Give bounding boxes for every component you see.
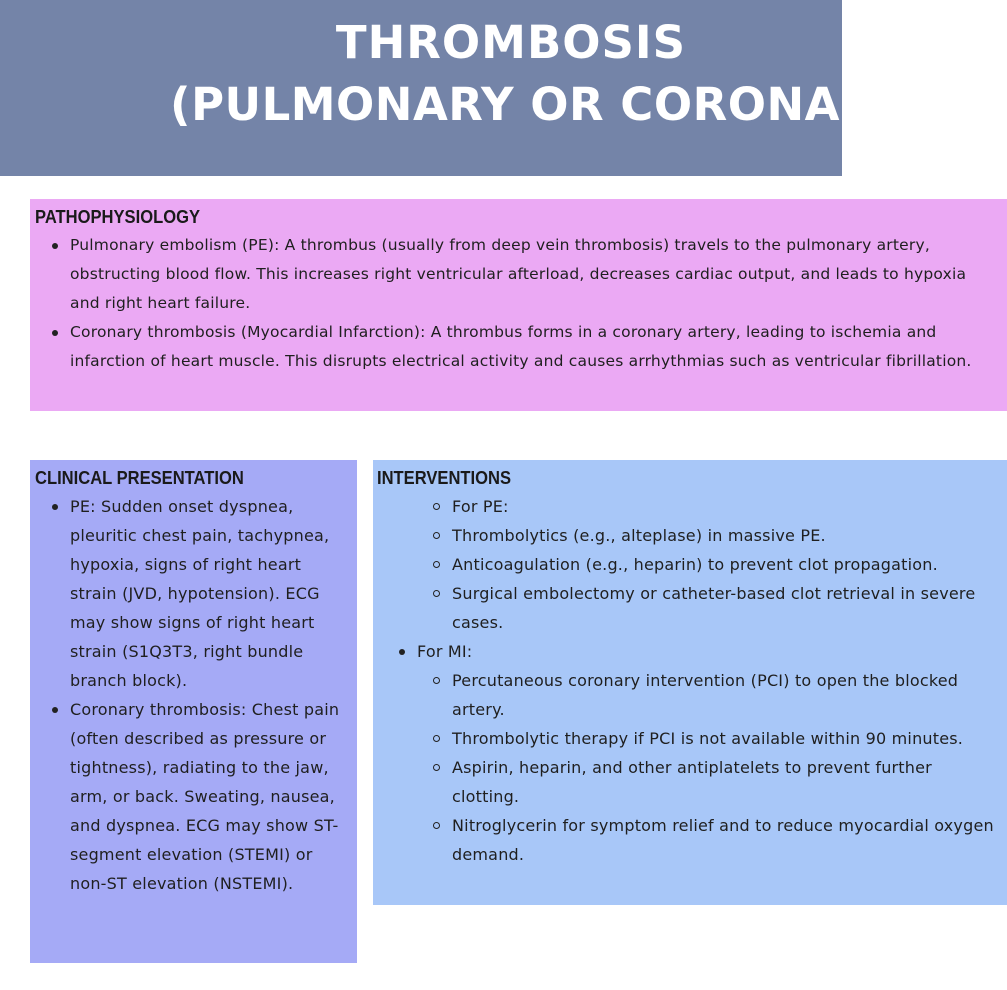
interventions-panel: [373, 460, 1007, 905]
list-item: Surgical embolectomy or catheter-based clot retrieval in severe cases.: [377, 579, 999, 637]
list-item: Thrombolytics (e.g., alteplase) in massive PE.: [377, 521, 999, 550]
interventions-list: [377, 492, 999, 869]
list-item: Coronary thrombosis: Chest pain (often described as pressure or tightness), radiating to the jaw, arm, or back. Sweating, nausea, and dyspnea. ECG may show ST-segment elevation (STEMI) or non-ST elevation (NSTEMI).: [35, 695, 349, 898]
list-item: Thrombolytic therapy if PCI is not available within 90 minutes.: [377, 724, 999, 753]
list-item: Coronary thrombosis (Myocardial Infarction): A thrombus forms in a coronary artery, leading to ischemia and infarction of heart muscle. This disrupts electrical activity and causes arrhythmias such as ventricular fibrillation.: [35, 318, 999, 376]
pathophysiology-heading: PATHOPHYSIOLOGY: [35, 207, 201, 227]
title-banner: [0, 0, 906, 176]
interventions-heading: INTERVENTIONS: [377, 468, 512, 488]
clinical-presentation-panel: [30, 460, 357, 963]
list-item: Nitroglycerin for symptom relief and to reduce myocardial oxygen demand.: [377, 811, 999, 869]
list-item: Anticoagulation (e.g., heparin) to prevent clot propagation.: [377, 550, 999, 579]
pathophysiology-panel: [30, 199, 1007, 411]
page-title-line1: THROMBOSIS: [335, 16, 687, 69]
pathophysiology-list: [35, 231, 999, 376]
list-item: Pulmonary embolism (PE): A thrombus (usually from deep vein thrombosis) travels to the pulmonary artery, obstructing blood flow. This increases right ventricular afterload, decreases cardiac output, and leads to hypoxia and right heart failure.: [35, 231, 999, 318]
pe-label: For PE:: [377, 492, 999, 521]
list-item: Percutaneous coronary intervention (PCI) to open the blocked artery.: [377, 666, 999, 724]
clinical-presentation-list: [35, 492, 349, 898]
mi-label: For MI:: [377, 637, 999, 666]
list-item: Aspirin, heparin, and other antiplatelets to prevent further clotting.: [377, 753, 999, 811]
clinical-presentation-heading: CLINICAL PRESENTATION: [35, 468, 244, 488]
page-title-line2: (PULMONARY OR CORONARY: [170, 78, 906, 131]
list-item: PE: Sudden onset dyspnea, pleuritic chest pain, tachypnea, hypoxia, signs of right heart strain (JVD, hypotension). ECG may show signs of right heart strain (S1Q3T3, right bundle branch block).: [35, 492, 349, 695]
